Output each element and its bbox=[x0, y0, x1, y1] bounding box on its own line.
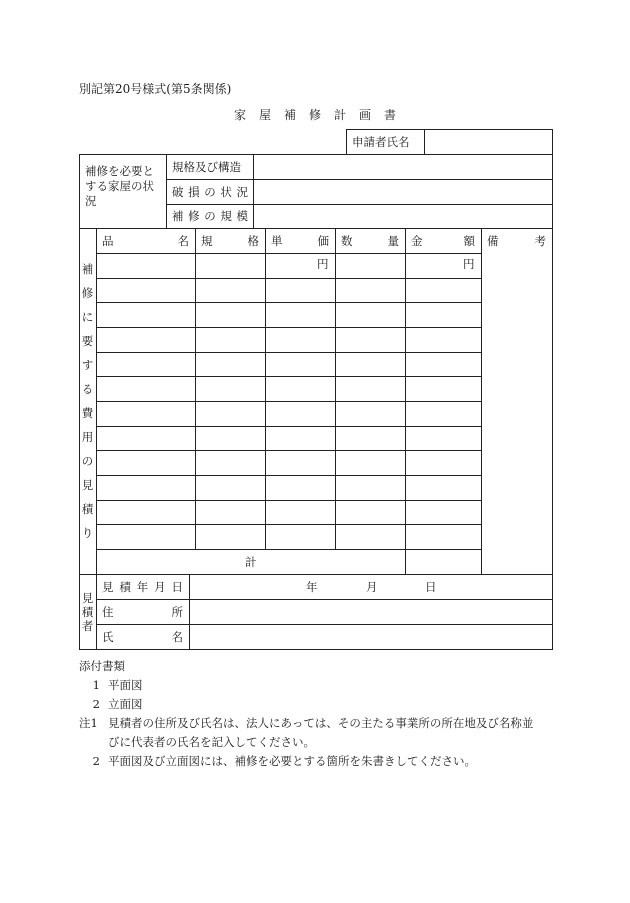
column-header-char: 備 bbox=[487, 234, 499, 248]
address-label bbox=[102, 604, 183, 620]
applicant-name-label-text: 申請者氏名 bbox=[352, 135, 410, 149]
estimate-side-label-char: す bbox=[81, 358, 94, 372]
column-header-char: 規 bbox=[201, 234, 213, 248]
note-1 bbox=[79, 714, 559, 733]
col-unit-price bbox=[271, 233, 329, 249]
attachment-text: 平面図 bbox=[108, 678, 143, 692]
column-header-char: 格 bbox=[247, 234, 259, 248]
column-header-char: 価 bbox=[317, 234, 329, 248]
damage-label-char: 況 bbox=[236, 185, 248, 199]
repair-scale-label-char: の bbox=[204, 209, 216, 223]
estimate-side-label-char: の bbox=[81, 454, 94, 468]
note-1-label: 注1 bbox=[79, 716, 98, 730]
attachment-num: 1 bbox=[92, 678, 100, 692]
column-header-char: 数 bbox=[341, 234, 353, 248]
estimate-date-label-char: 年 bbox=[136, 580, 149, 594]
column-header-char: 品 bbox=[102, 234, 114, 248]
repair-scale-label-char: 修 bbox=[188, 209, 200, 223]
structure-label-text: 規格及び構造 bbox=[172, 160, 241, 174]
estimator-side-label bbox=[79, 591, 96, 633]
damage-label bbox=[172, 184, 248, 200]
document-title: 家屋補修計画書 bbox=[233, 108, 409, 122]
estimate-date-label-char: 日 bbox=[171, 580, 183, 594]
estimate-side-label bbox=[79, 262, 96, 550]
attachment-item bbox=[79, 676, 559, 695]
notes-section bbox=[79, 657, 559, 771]
estimate-side-label-char: り bbox=[81, 526, 94, 540]
estimate-side-label-char: 見 bbox=[81, 478, 94, 492]
applicant-name-label bbox=[352, 134, 418, 150]
date-month-label: 月 bbox=[366, 580, 378, 594]
col-spec bbox=[201, 233, 259, 249]
repair-scale-label-char: 補 bbox=[172, 209, 184, 223]
date-year-label: 年 bbox=[306, 580, 318, 594]
estimate-date-label-char: 月 bbox=[154, 580, 166, 594]
col-amount bbox=[411, 233, 475, 249]
estimate-side-label-char: 積 bbox=[81, 502, 94, 516]
estimate-side-label-char: る bbox=[81, 382, 94, 396]
note-2-text: 平面図及び立面図には、補修を必要とする箇所を朱書きしてください。 bbox=[108, 754, 476, 768]
estimate-date-label-char: 積 bbox=[119, 580, 131, 594]
unit-price-yen: 円 bbox=[317, 257, 329, 271]
structure-label bbox=[172, 159, 248, 175]
note-1-line-2: びに代表者の氏名を記入してください。 bbox=[108, 735, 315, 749]
damage-label-char: 状 bbox=[220, 185, 232, 199]
note-2 bbox=[79, 752, 559, 771]
amount-yen: 円 bbox=[463, 257, 475, 271]
column-header-char: 名 bbox=[177, 234, 189, 248]
estimate-side-label-char: 補 bbox=[81, 262, 94, 276]
total-label: 計 bbox=[245, 555, 257, 569]
damage-label-char: 損 bbox=[188, 185, 200, 199]
estimator-side-label-char: 積 bbox=[81, 605, 94, 619]
house-condition-label: 補修を必要とする家屋の状況 bbox=[85, 164, 154, 208]
column-header-char: 額 bbox=[463, 234, 475, 248]
name-label-char: 名 bbox=[171, 630, 183, 644]
repair-scale-label bbox=[172, 208, 248, 224]
column-header-char: 単 bbox=[271, 234, 283, 248]
name-label bbox=[102, 629, 183, 645]
estimate-date-label-char: 見 bbox=[102, 580, 114, 594]
form-reference: 別記第20号様式(第5条関係) bbox=[79, 82, 232, 96]
estimator-side-label-char: 見 bbox=[81, 591, 94, 605]
estimate-side-label-char: 修 bbox=[81, 286, 94, 300]
column-header-char: 金 bbox=[411, 234, 423, 248]
col-quantity bbox=[341, 233, 399, 249]
estimate-side-label-char: 用 bbox=[81, 430, 94, 444]
estimator-side-label-char: 者 bbox=[81, 619, 94, 633]
estimate-date-label bbox=[102, 579, 183, 595]
note-2-num: 2 bbox=[92, 754, 100, 768]
column-header-char: 量 bbox=[387, 234, 399, 248]
estimate-side-label-char: 要 bbox=[81, 334, 94, 348]
column-header-char: 考 bbox=[534, 234, 546, 248]
note-1-line-1: 見積者の住所及び氏名は、法人にあっては、その主たる事業所の所在地及び名称並 bbox=[108, 716, 534, 730]
name-label-char: 氏 bbox=[102, 630, 114, 644]
estimate-side-label-char: 費 bbox=[81, 406, 94, 420]
repair-scale-label-char: 模 bbox=[236, 209, 248, 223]
estimate-side-label-char: に bbox=[81, 310, 94, 324]
attachments-heading-text: 添付書類 bbox=[79, 659, 125, 673]
address-label-char: 所 bbox=[171, 605, 183, 619]
attachment-num: 2 bbox=[92, 697, 100, 711]
col-remarks bbox=[487, 233, 546, 249]
date-day-label: 日 bbox=[425, 580, 437, 594]
note-1-continuation bbox=[79, 733, 559, 752]
attachment-item bbox=[79, 695, 559, 714]
attachment-text: 立面図 bbox=[108, 697, 143, 711]
address-label-char: 住 bbox=[102, 605, 114, 619]
col-item-name bbox=[102, 233, 189, 249]
damage-label-char: の bbox=[204, 185, 216, 199]
damage-label-char: 破 bbox=[172, 185, 184, 199]
repair-scale-label-char: 規 bbox=[220, 209, 232, 223]
attachments-heading bbox=[79, 657, 559, 676]
